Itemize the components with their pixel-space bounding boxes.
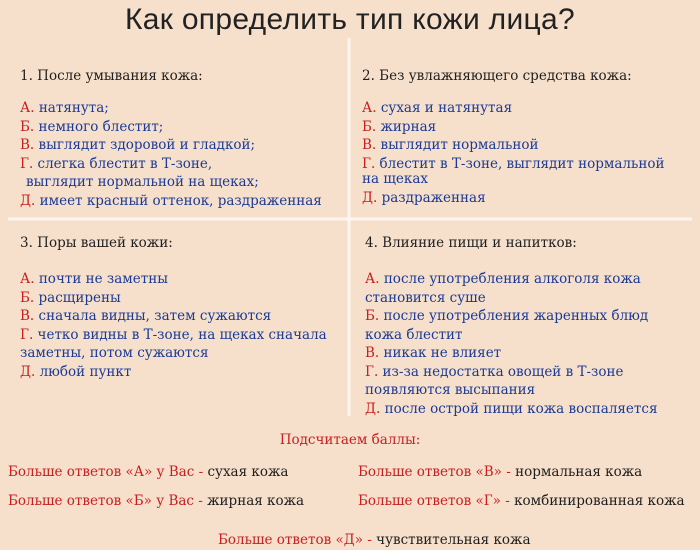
page-title: Как определить тип кожи лица? (125, 3, 575, 36)
option-a: А. сухая и натянутая (362, 100, 513, 116)
option-b: Б. немного блестит; (20, 118, 164, 135)
question-1 (20, 67, 345, 210)
question-heading: 3. Поры вашей кожи: (20, 235, 173, 251)
option-g-continuation: на щеках (362, 171, 428, 187)
result-sensitive: Больше ответов «Д» - чувствительная кожа (218, 532, 531, 548)
question-heading: 4. Влияние пищи и напитков: (365, 235, 577, 251)
question-2 (362, 67, 692, 207)
option-a: А. почти не заметны (20, 271, 169, 287)
option-b: Б. расщирены (20, 289, 121, 306)
option-g: Г. четко видны в Т-зоне, на щеках сначала (20, 326, 327, 343)
option-b-continuation: кожа блестит (365, 326, 463, 343)
option-d: Д. после острой пищи кожа воспаляется (365, 400, 658, 417)
option-g-continuation: заметны, потом сужаются (20, 345, 209, 361)
option-d: Д. имеет красный оттенок, раздраженная (20, 192, 322, 209)
option-a: А. натянута; (20, 100, 109, 116)
results-title: Подсчитаем баллы: (279, 432, 421, 448)
result-combination: Больше ответов «Г» - комбинированная кожа (358, 493, 685, 509)
question-4 (365, 234, 695, 418)
option-v: В. выглядит здоровой и гладкой; (20, 137, 256, 153)
question-heading: 2. Без увлажняющего средства кожа: (362, 68, 632, 84)
option-b: Б. после употребления жаренных блюд (365, 308, 649, 324)
option-g: Г. блестит в Т-зоне, выглядит нормальной (362, 155, 665, 172)
option-g-continuation: выглядит нормальной на щеках; (26, 174, 259, 190)
options-list (20, 270, 345, 381)
result-dry: Больше ответов «А» у Вас - сухая кожа (8, 464, 289, 480)
option-d: Д. раздраженная (362, 189, 486, 206)
options-list (365, 270, 695, 418)
option-d: Д. любой пункт (20, 363, 132, 380)
option-g: Г. слегка блестит в Т-зоне, (20, 155, 213, 172)
vertical-divider (347, 38, 351, 416)
question-3 (20, 234, 345, 381)
option-v: В. сначала видны, затем сужаются (20, 308, 272, 324)
option-a-continuation: становится суше (365, 289, 486, 306)
option-v: В. никак не влияет (365, 345, 502, 361)
option-g-continuation: появляются высыпания (365, 382, 536, 398)
option-a: А. после употребления алкоголя кожа (365, 271, 641, 287)
result-oily: Больше ответов «Б» у Вас - жирная кожа (8, 493, 305, 509)
result-normal: Больше ответов «В» - нормальная кожа (358, 464, 643, 480)
question-heading: 1. После умывания кожа: (20, 68, 203, 84)
option-b: Б. жирная (362, 118, 437, 135)
option-v: В. выглядит нормальной (362, 137, 539, 153)
horizontal-divider (8, 217, 692, 221)
options-list (20, 99, 345, 210)
options-list (362, 99, 692, 207)
option-g: Г. из-за недостатка овощей в Т-зоне (365, 363, 624, 380)
